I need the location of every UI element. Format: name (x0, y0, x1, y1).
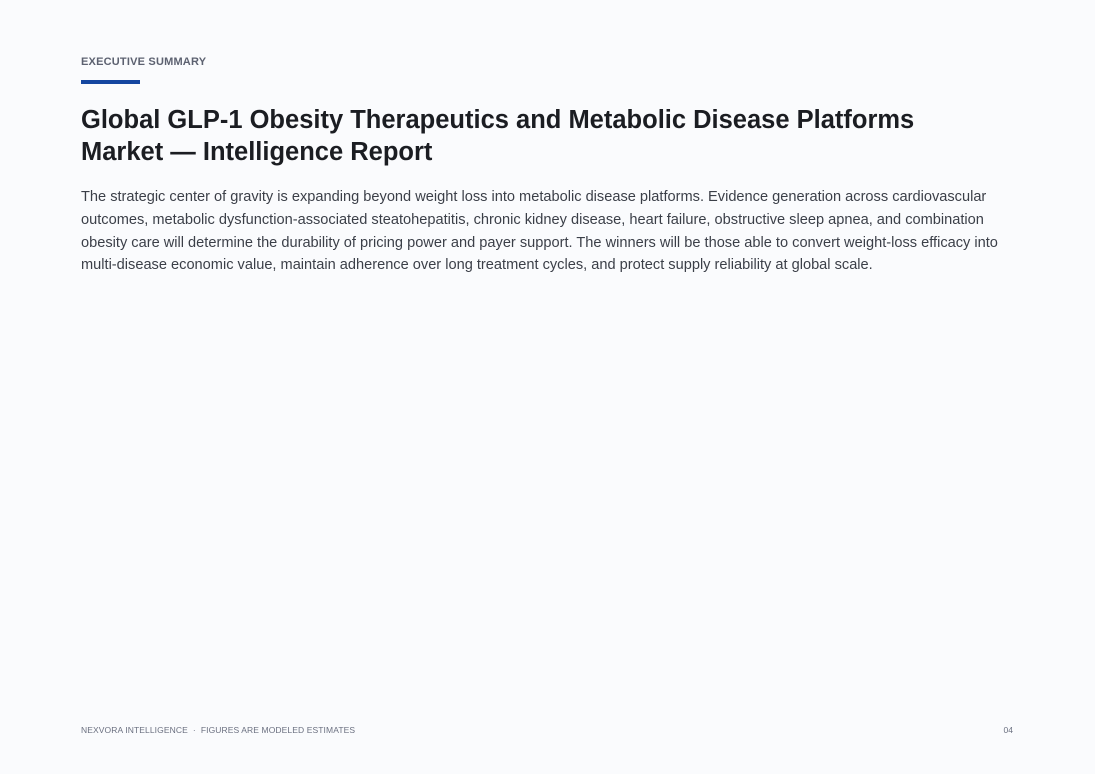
accent-rule (81, 80, 140, 84)
page-number: 04 (1003, 725, 1013, 735)
footer-meta (81, 725, 355, 735)
page-title: Global GLP-1 Obesity Therapeutics and Metabolic Disease Platforms Market — Intelligence Report (81, 106, 915, 166)
footer-brand: NEXVORA INTELLIGENCE (81, 725, 188, 735)
executive-summary-paragraph: The strategic center of gravity is expanding beyond weight loss into metabolic disease platforms. Evidence generation across cardiovascular outcomes, metabolic dysfunction-associated steatohepatitis, chronic kidney disease, heart failure, obstructive sleep apnea, and combination obesity care will determine the durability of pricing power and payer support. The winners will be those able to convert weight-loss efficacy into multi-disease economic value, maintain adherence over long treatment cycles, and protect supply reliability at global scale. (81, 189, 998, 274)
footer-note: FIGURES ARE MODELED ESTIMATES (200, 725, 356, 735)
footer-separator: · (192, 725, 196, 735)
section-eyebrow: EXECUTIVE SUMMARY (81, 56, 207, 68)
